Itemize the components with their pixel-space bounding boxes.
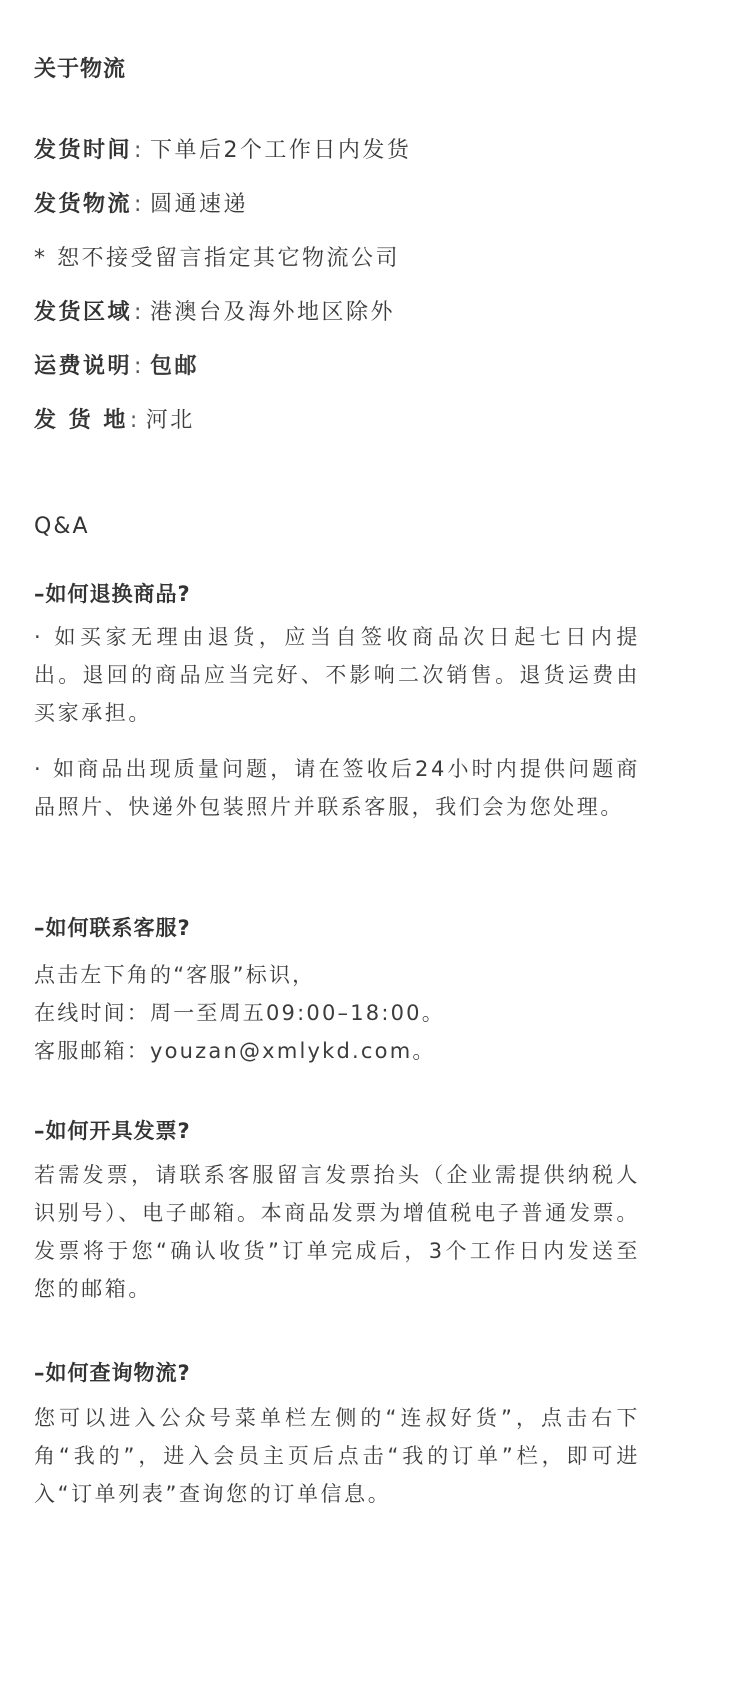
ship-time-value: 下单后2个工作日内发货 (149, 138, 412, 163)
returns-paragraph-2: · 如商品出现质量问题，请在签收后24小时内提供问题商品照片、快递外包装照片并联系客服，我们会为您处理。 (34, 757, 640, 819)
tracking-question: –如何查询物流? (34, 1361, 191, 1385)
carrier-value: 圆通速递 (149, 192, 248, 217)
contact-question: –如何联系客服? (34, 916, 191, 940)
fee-label: 运费说明 (34, 354, 133, 379)
colon: : (134, 192, 144, 217)
region-label: 发货区域 (34, 300, 133, 325)
fee-row (34, 349, 199, 380)
returns-paragraph-1: · 如买家无理由退货，应当自签收商品次日起七日内提出。退回的商品应当完好、不影响二次销售。退货运费由买家承担。 (34, 625, 640, 725)
invoice-question: –如何开具发票? (34, 1119, 191, 1143)
tracking-paragraph: 您可以进入公众号菜单栏左侧的“连叔好货”，点击右下角“我的”，进入会员主页后点击“我的订单”栏，即可进入“订单列表”查询您的订单信息。 (34, 1406, 640, 1506)
region-value: 港澳台及海外地区除外 (149, 300, 395, 325)
region-row (34, 295, 395, 326)
logistics-title: 关于物流 (34, 57, 127, 82)
returns-question: –如何退换商品? (34, 582, 191, 606)
carrier-row (34, 187, 248, 218)
colon: : (134, 300, 144, 325)
colon: : (129, 408, 140, 433)
colon: : (134, 138, 144, 163)
origin-value: 河北 (145, 408, 195, 433)
qa-title: Q&A (34, 514, 90, 539)
contact-line-1: 点击左下角的“客服”标识， (34, 963, 316, 987)
colon: : (134, 354, 144, 379)
origin-label: 发 货 地 (34, 408, 128, 433)
fee-value: 包邮 (149, 354, 199, 379)
origin-row (34, 403, 195, 434)
carrier-note: * 恕不接受留言指定其它物流公司 (34, 246, 400, 271)
ship-time-row (34, 133, 411, 164)
contact-email: 客服邮箱：youzan@xmlykd.com。 (34, 1039, 436, 1063)
carrier-label: 发货物流 (34, 192, 133, 217)
ship-time-label: 发货时间 (34, 138, 133, 163)
invoice-paragraph: 若需发票，请联系客服留言发票抬头（企业需提供纳税人识别号）、电子邮箱。本商品发票为增值税电子普通发票。发票将于您“确认收货”订单完成后，3个工作日内发送至您的邮箱。 (34, 1163, 640, 1301)
contact-hours: 在线时间：周一至周五09:00–18:00。 (34, 1001, 445, 1025)
